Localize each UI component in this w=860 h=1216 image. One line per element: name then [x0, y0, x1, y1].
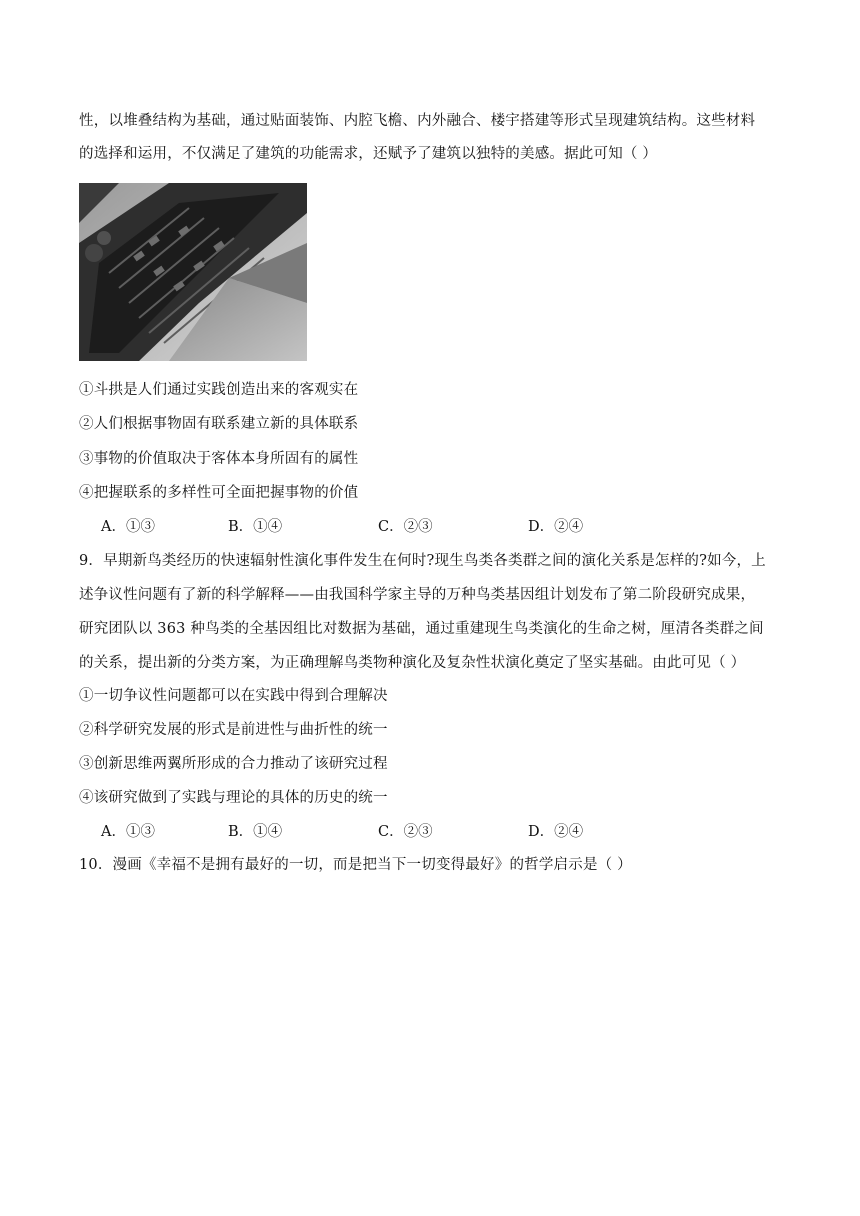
q9-statement: ④该研究做到了实践与理论的具体的历史的统一 [79, 790, 388, 806]
q8-option-a: A．①③ [101, 519, 155, 535]
q8-stem-line: 性，以堆叠结构为基础，通过贴面装饰、内腔飞檐、内外融合、楼宇搭建等形式呈现建筑结构。这些材料 [79, 113, 756, 129]
q9-stem-line: 的关系，提出新的分类方案，为正确理解鸟类物种演化及复杂性状演化奠定了坚实基础。由此可见（ ） [79, 655, 746, 671]
q8-option-d: D．②④ [528, 519, 584, 535]
q8-option-b: B．①④ [228, 519, 283, 535]
q8-statement: ④把握联系的多样性可全面把握事物的价值 [79, 485, 359, 501]
q9-option-d: D．②④ [528, 824, 584, 840]
q9-statement: ①一切争议性问题都可以在实践中得到合理解决 [79, 688, 388, 704]
q9-stem-line: 9．早期新鸟类经历的快速辐射性演化事件发生在何时?现生鸟类各类群之间的演化关系是怎样的?如今，上 [79, 553, 766, 569]
q9-option-c: C．②③ [378, 824, 433, 840]
dougong-architecture-photo [79, 183, 307, 361]
q9-statement: ③创新思维两翼所形成的合力推动了该研究过程 [79, 756, 388, 772]
q9-option-a: A．①③ [101, 824, 155, 840]
q9-stem-line: 研究团队以 363 种鸟类的全基因组比对数据为基础，通过重建现生鸟类演化的生命之树，厘清各类群之间 [79, 621, 764, 637]
q8-statement: ③事物的价值取决于客体本身所固有的属性 [79, 451, 359, 467]
q9-stem-line: 述争议性问题有了新的科学解释——由我国科学家主导的万种鸟类基因组计划发布了第二阶段研究成果， [79, 587, 756, 603]
q8-option-c: C．②③ [378, 519, 433, 535]
q9-statement: ②科学研究发展的形式是前进性与曲折性的统一 [79, 722, 388, 738]
q10-stem: 10．漫画《幸福不是拥有最好的一切，而是把当下一切变得最好》的哲学启示是（ ） [79, 857, 632, 873]
q8-statement: ①斗拱是人们通过实践创造出来的客观实在 [79, 382, 359, 398]
q9-option-b: B．①④ [228, 824, 283, 840]
q8-statement: ②人们根据事物固有联系建立新的具体联系 [79, 416, 359, 432]
q8-stem-line: 的选择和运用，不仅满足了建筑的功能需求，还赋予了建筑以独特的美感。据此可知（ ） [79, 146, 658, 162]
